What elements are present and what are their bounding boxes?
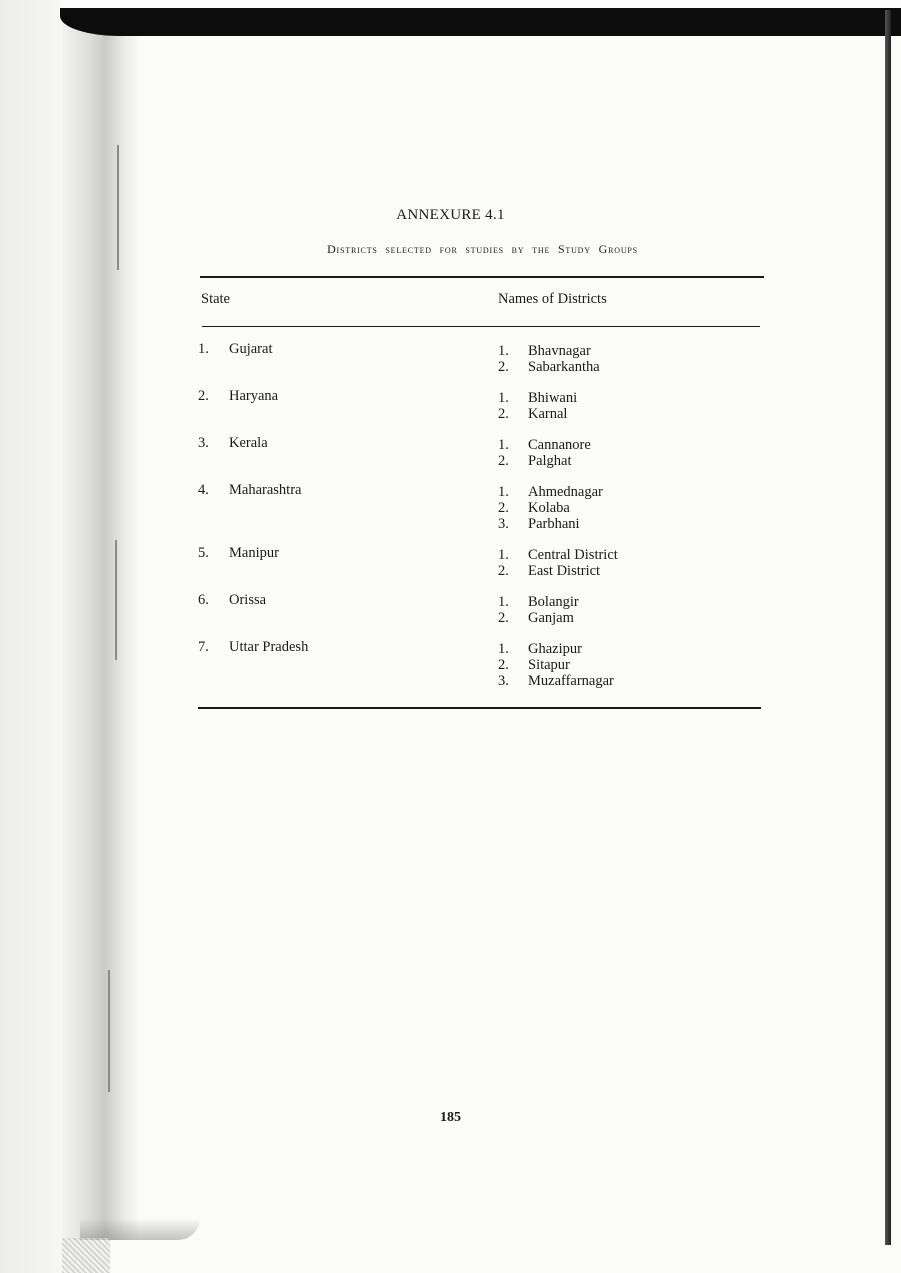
table-row-state [198,341,272,358]
table-row-state [198,639,308,656]
district-name: Karnal [528,406,568,422]
state-name: Maharashtra [229,482,302,498]
scan-streak [108,970,110,1092]
list-item [498,359,600,375]
table-row-state [198,545,279,562]
district-name: Bhavnagar [528,343,591,359]
district-list [498,547,618,579]
district-list [498,390,577,422]
state-number: 3. [198,435,209,451]
page-number: 185 [440,1110,461,1125]
district-name: Sitapur [528,657,570,673]
annexure-subtitle: Districts selected for studies by the Study Groups [327,242,638,256]
state-number: 4. [198,482,209,498]
district-list [498,484,603,532]
list-item [498,673,614,689]
table-row-state [198,435,268,452]
district-number: 3. [498,673,509,689]
district-name: Bolangir [528,594,579,610]
state-name: Manipur [229,545,279,561]
district-number: 2. [498,610,509,626]
district-number: 1. [498,641,509,657]
list-item [498,484,603,500]
district-number: 3. [498,516,509,532]
state-number: 7. [198,639,209,655]
district-number: 1. [498,594,509,610]
scan-gutter-shadow [62,20,140,1240]
district-name: Parbhani [528,516,580,532]
state-name: Uttar Pradesh [229,639,309,655]
state-name: Haryana [229,388,279,404]
list-item [498,406,577,422]
district-list [498,437,591,469]
district-list [498,594,579,626]
table-bottom-rule [198,707,761,709]
state-name: Orissa [229,592,267,608]
district-number: 2. [498,359,509,375]
list-item [498,563,618,579]
table-top-rule [200,276,764,278]
state-name: Gujarat [229,341,273,357]
scan-noise [62,1238,110,1273]
district-name: Muzaffarnagar [528,673,614,689]
district-number: 2. [498,563,509,579]
district-name: Kolaba [528,500,570,516]
scan-bottom-shadow [80,1218,200,1240]
district-name: Ahmednagar [528,484,603,500]
column-header-districts: Names of Districts [498,291,607,307]
district-list [498,641,614,689]
district-name: Palghat [528,453,572,469]
district-number: 1. [498,484,509,500]
district-number: 2. [498,657,509,673]
district-number: 1. [498,437,509,453]
table-header-rule [202,326,760,327]
state-number: 2. [198,388,209,404]
district-name: Central District [528,547,618,563]
state-name: Kerala [229,435,268,451]
state-number: 5. [198,545,209,561]
scan-right-edge [885,10,891,1245]
table-row-state [198,482,301,499]
district-name: East District [528,563,601,579]
list-item [498,343,600,359]
state-number: 6. [198,592,209,608]
column-header-state: State [201,291,230,307]
district-number: 2. [498,406,509,422]
district-list [498,343,600,375]
list-item [498,641,614,657]
annexure-title: ANNEXURE 4.1 [396,207,505,223]
district-name: Cannanore [528,437,591,453]
district-number: 1. [498,390,509,406]
list-item [498,657,614,673]
list-item [498,547,618,563]
scan-left-margin [0,0,62,1273]
table-row-state [198,592,266,609]
district-name: Bhiwani [528,390,578,406]
list-item [498,390,577,406]
scan-top-edge [60,8,901,36]
district-name: Ganjam [528,610,574,626]
district-number: 1. [498,547,509,563]
district-number: 1. [498,343,509,359]
table-row-state [198,388,278,405]
district-name: Sabarkantha [528,359,600,375]
district-name: Ghazipur [528,641,582,657]
list-item [498,594,579,610]
list-item [498,500,603,516]
list-item [498,610,579,626]
district-number: 2. [498,500,509,516]
list-item [498,437,591,453]
district-number: 2. [498,453,509,469]
list-item [498,516,603,532]
scan-streak [115,540,117,660]
state-number: 1. [198,341,209,357]
list-item [498,453,591,469]
